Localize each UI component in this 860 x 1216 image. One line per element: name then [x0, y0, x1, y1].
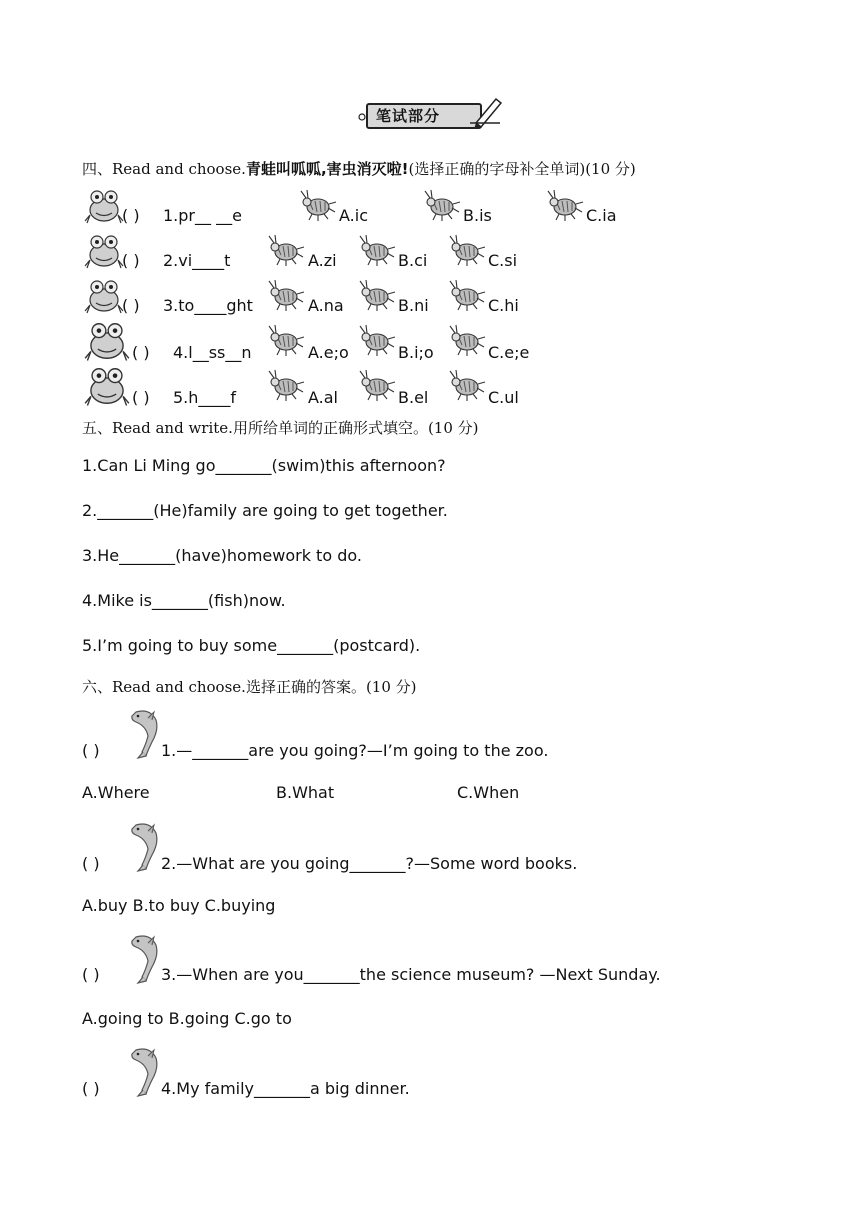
option-a[interactable]: A.e;o	[308, 343, 349, 362]
answer-paren[interactable]: ( )	[82, 741, 100, 760]
fill-question-4: 4.Mike is_______(fish)now.	[82, 591, 286, 610]
option-c[interactable]: C.hi	[488, 296, 519, 315]
option-a[interactable]: A.zi	[308, 251, 337, 270]
answer-paren[interactable]: ( )	[122, 206, 140, 225]
banner-title: 笔试部分	[376, 107, 441, 125]
fill-question-1: 1.Can Li Ming go_______(swim)this afternoon?	[82, 456, 446, 475]
option-c[interactable]: C.si	[488, 251, 518, 270]
dolphin-icon	[128, 933, 162, 985]
option-b[interactable]: B.i;o	[398, 343, 434, 362]
frog-icon	[84, 278, 124, 314]
answer-paren[interactable]: ( )	[132, 343, 150, 362]
option-b[interactable]: B.is	[463, 206, 492, 225]
frog-icon	[84, 320, 130, 362]
section6-heading-prefix: 六、Read and choose.	[82, 678, 246, 696]
frog-icon	[84, 188, 124, 224]
option-a[interactable]: A.Where	[82, 783, 150, 802]
pest-bug-icon	[357, 233, 397, 267]
item-stem: 1.pr__ __e	[163, 206, 242, 225]
answer-paren[interactable]: ( )	[82, 854, 100, 873]
option-a[interactable]: A.al	[308, 388, 338, 407]
options-line[interactable]: A.going to B.going C.go to	[82, 1009, 292, 1028]
question-text: 2.—What are you going_______?—Some word books.	[161, 854, 578, 873]
option-a[interactable]: A.ic	[339, 206, 368, 225]
item-stem: 3.to____ght	[163, 296, 253, 315]
frog-icon	[84, 365, 130, 407]
section4-heading-prefix: 四、Read and choose.	[82, 160, 246, 178]
section5-heading	[82, 417, 479, 438]
answer-paren[interactable]: ( )	[82, 965, 100, 984]
option-c[interactable]: C.When	[457, 783, 520, 802]
option-a[interactable]: A.na	[308, 296, 344, 315]
answer-paren[interactable]: ( )	[122, 296, 140, 315]
dolphin-icon	[128, 1046, 162, 1098]
option-c[interactable]: C.ul	[488, 388, 519, 407]
item-stem: 2.vi____t	[163, 251, 231, 270]
option-b[interactable]: B.ni	[398, 296, 429, 315]
pest-bug-icon	[357, 323, 397, 357]
pest-bug-icon	[447, 368, 487, 402]
fill-question-2: 2._______(He)family are going to get together.	[82, 501, 448, 520]
pest-bug-icon	[447, 233, 487, 267]
section-banner	[358, 93, 508, 133]
pest-bug-icon	[266, 278, 306, 312]
item-stem: 5.h____f	[173, 388, 237, 407]
option-b[interactable]: B.ci	[398, 251, 428, 270]
question-text: 1.—_______are you going?—I’m going to the zoo.	[161, 741, 549, 760]
pest-bug-icon	[266, 368, 306, 402]
option-b[interactable]: B.What	[276, 783, 335, 802]
answer-paren[interactable]: ( )	[82, 1079, 100, 1098]
pest-bug-icon	[545, 188, 585, 222]
question-text: 3.—When are you_______the science museum? —Next Sunday.	[161, 965, 661, 984]
section6-heading-suffix: 选择正确的答案。(10 分)	[245, 678, 417, 696]
section5-heading-prefix: 五、Read and write.	[82, 419, 233, 437]
pest-bug-icon	[266, 323, 306, 357]
pest-bug-icon	[357, 278, 397, 312]
pencil-icon	[470, 93, 506, 129]
frog-icon	[84, 233, 124, 269]
pest-bug-icon	[357, 368, 397, 402]
fill-question-5: 5.I’m going to buy some_______(postcard).	[82, 636, 421, 655]
section4-heading-suffix: (选择正确的字母补全单词)(10 分)	[408, 160, 636, 178]
section4-heading	[82, 158, 636, 179]
dolphin-icon	[128, 821, 162, 873]
option-b[interactable]: B.el	[398, 388, 429, 407]
pest-bug-icon	[447, 278, 487, 312]
fill-question-3: 3.He_______(have)homework to do.	[82, 546, 362, 565]
answer-paren[interactable]: ( )	[132, 388, 150, 407]
answer-paren[interactable]: ( )	[122, 251, 140, 270]
dolphin-icon	[128, 708, 162, 760]
options-line[interactable]: A.buy B.to buy C.buying	[82, 896, 276, 915]
pest-bug-icon	[447, 323, 487, 357]
section4-heading-bold: 青蛙叫呱呱,害虫消灭啦!	[245, 160, 409, 178]
question-text: 4.My family_______a big dinner.	[161, 1079, 410, 1098]
pest-bug-icon	[266, 233, 306, 267]
item-stem: 4.l__ss__n	[173, 343, 252, 362]
pest-bug-icon	[422, 188, 462, 222]
dot-icon	[358, 113, 366, 121]
section6-heading	[82, 676, 417, 697]
option-c[interactable]: C.ia	[586, 206, 617, 225]
section5-heading-suffix: 用所给单词的正确形式填空。(10 分)	[232, 419, 479, 437]
option-c[interactable]: C.e;e	[488, 343, 530, 362]
pest-bug-icon	[298, 188, 338, 222]
